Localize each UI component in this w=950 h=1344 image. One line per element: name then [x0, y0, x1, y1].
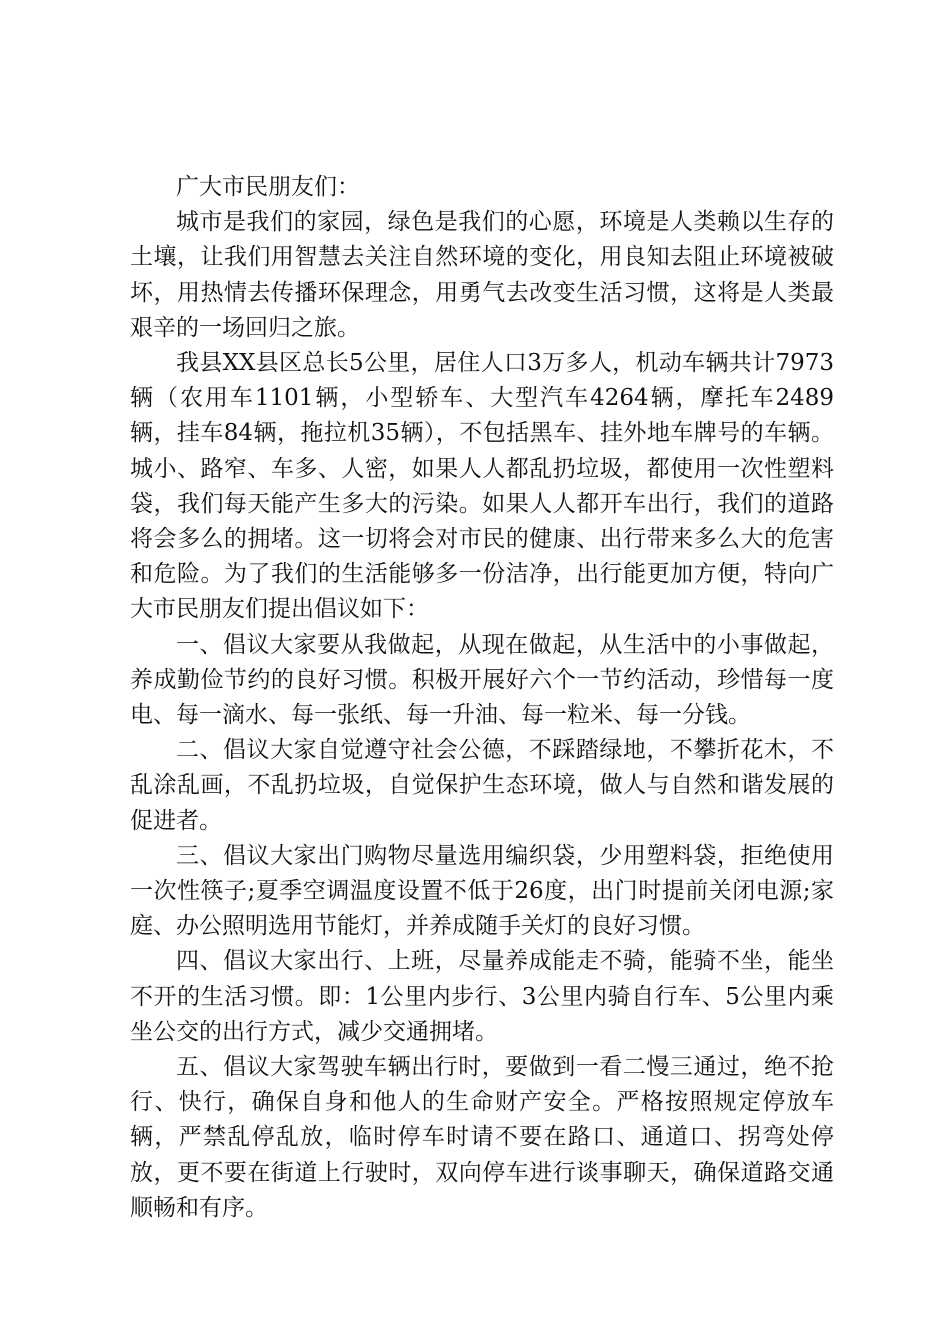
paragraph-proposal-3: 三、倡议大家出门购物尽量选用编织袋，少用塑料袋，拒绝使用一次性筷子;夏季空调温度设置不低于26度，出门时提前关闭电源;家庭、办公照明选用节能灯，并养成随手关灯的良好习惯。: [130, 842, 834, 940]
paragraph-proposal-5: 五、倡议大家驾驶车辆出行时，要做到一看二慢三通过，绝不抢行、快行，确保自身和他人的生命财产安全。严格按照规定停放车辆，严禁乱停乱放，临时停车时请不要在路口、通道口、拐弯处停放，更不要在街道上行驶时，双向停车进行谈事聊天，确保道路交通顺畅和有序。: [130, 1054, 834, 1221]
paragraph-proposal-4: 四、倡议大家出行、上班，尽量养成能走不骑，能骑不坐，能坐不开的生活习惯。即：1公里内步行、3公里内骑自行车、5公里内乘坐公交的出行方式，减少交通拥堵。: [130, 948, 834, 1045]
document-page: [130, 170, 834, 1226]
paragraph-proposal-1: 一、倡议大家要从我做起，从现在做起，从生活中的小事做起，养成勤俭节约的良好习惯。积极开展好六个一节约活动，珍惜每一度电、每一滴水、每一张纸、每一升油、每一粒米、每一分钱。: [130, 631, 834, 729]
paragraph-county-overview: 我县XX县区总长5公里，居住人口3万多人，机动车辆共计7973辆（农用车1101辆，小型轿车、大型汽车4264辆，摩托车2489辆，挂车84辆，拖拉机35辆），不包括黑车、挂外地车牌号的车辆。城小、路窄、车多、人密，如果人人都乱扔垃圾，都使用一次性塑料袋，我们每天能产生多大的污染。如果人人都开车出行，我们的道路将会多么的拥堵。这一切将会对市民的健康、出行带来多么大的危害和危险。为了我们的生活能够多一份洁净，出行能更加方便，特向广大市民朋友们提出倡议如下：: [130, 350, 834, 623]
salutation: 广大市民朋友们：: [176, 174, 360, 200]
paragraph-proposal-2: 二、倡议大家自觉遵守社会公德，不踩踏绿地，不攀折花木，不乱涂乱画，不乱扔垃圾，自觉保护生态环境，做人与自然和谐发展的促进者。: [130, 737, 834, 834]
paragraph-intro: 城市是我们的家园，绿色是我们的心愿，环境是人类赖以生存的土壤，让我们用智慧去关注自然环境的变化，用良知去阻止环境被破坏，用热情去传播环保理念，用勇气去改变生活习惯，这将是人类最艰辛的一场回归之旅。: [130, 209, 834, 341]
